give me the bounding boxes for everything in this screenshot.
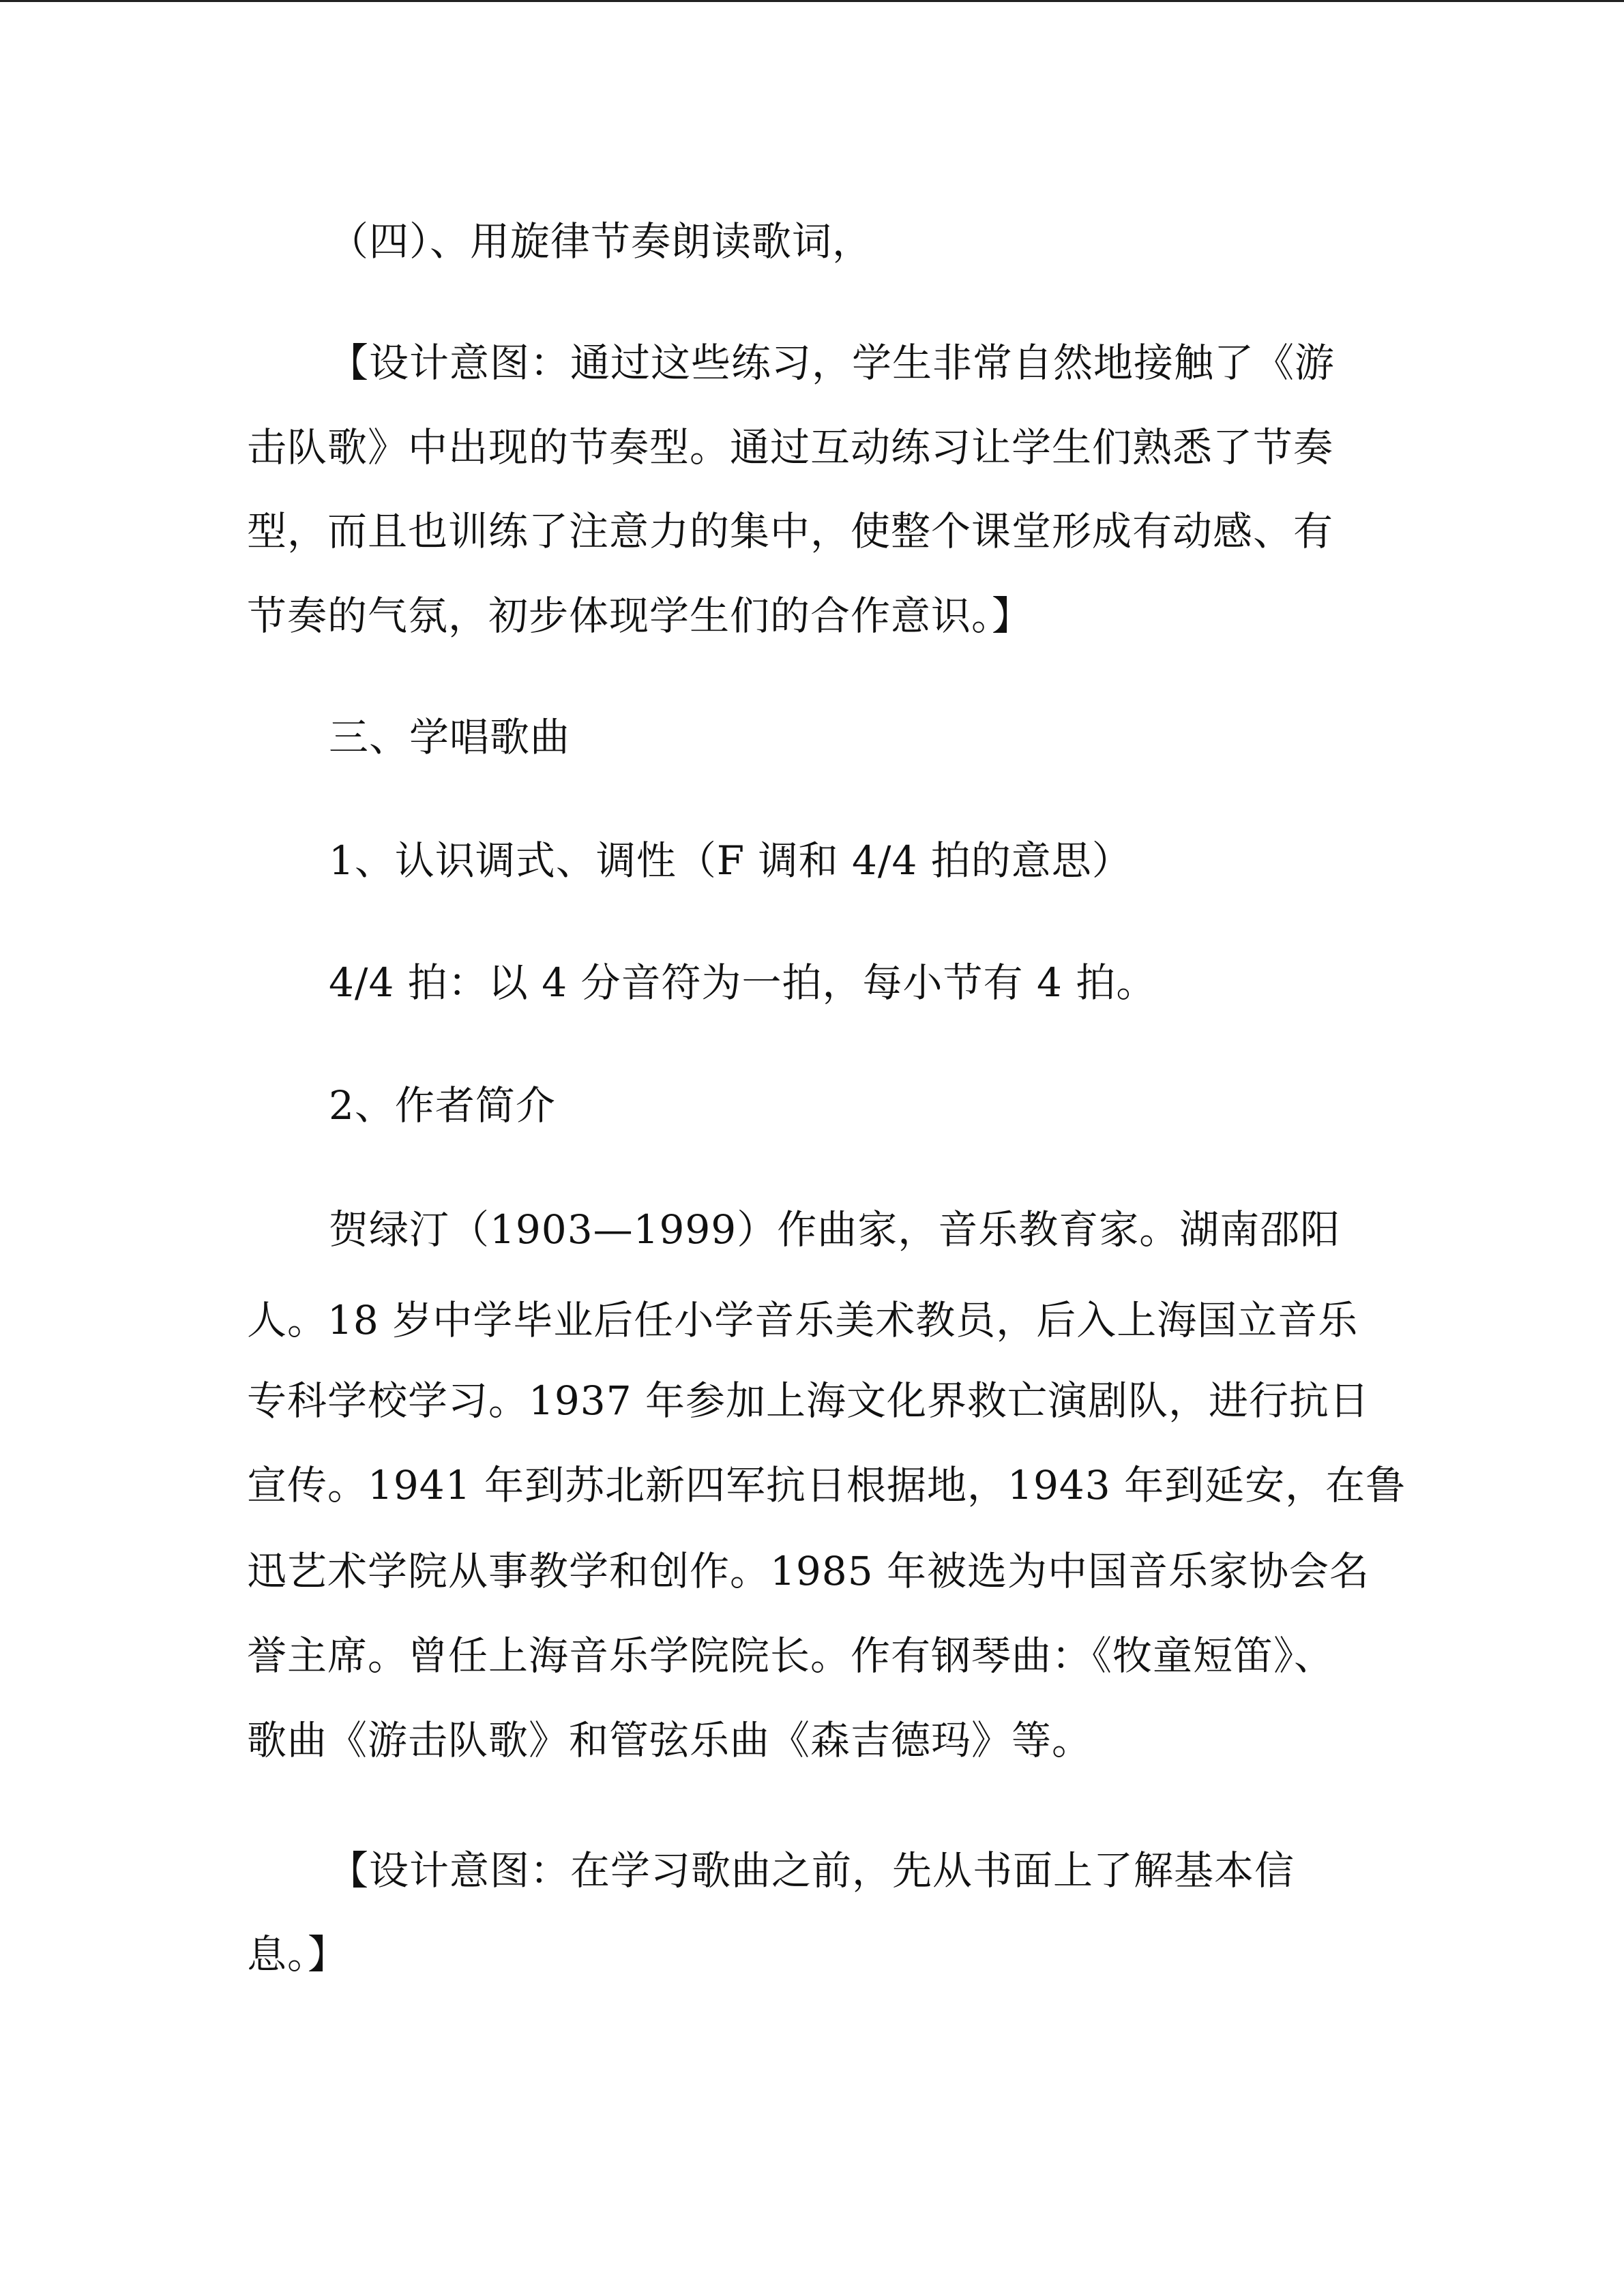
design-intent-line-1: 【设计意图：通过这些练习，学生非常自然地接触了《游 <box>329 340 1335 386</box>
author-bio-line-3: 专科学校学习。1937 年参加上海文化界救亡演剧队，进行抗日 <box>247 1377 1370 1424</box>
section-heading-learn-song: 三、学唱歌曲 <box>329 714 571 760</box>
author-bio-line-5: 迅艺术学院从事教学和创作。1985 年被选为中国音乐家协会名 <box>247 1548 1370 1594</box>
paragraph-step-four: （四）、用旋律节奏朗读歌词， <box>329 218 873 265</box>
author-bio-line-2: 人。18 岁中学毕业后任小学音乐美术教员，后入上海国立音乐 <box>247 1297 1359 1343</box>
author-bio-line-1: 贺绿汀（1903—1999）作曲家，音乐教育家。湖南邵阳 <box>329 1206 1341 1253</box>
author-bio-line-6: 誉主席。曾任上海音乐学院院长。作有钢琴曲：《牧童短笛》、 <box>247 1632 1335 1679</box>
top-border-rule <box>0 0 1624 2</box>
design-intent-line-4: 节奏的气氛，初步体现学生们的合作意识。】 <box>247 593 1033 639</box>
author-bio-line-4: 宣传。1941 年到苏北新四军抗日根据地，1943 年到延安，在鲁 <box>247 1462 1406 1508</box>
meter-explanation: 4/4 拍：以 4 分音符为一拍，每小节有 4 拍。 <box>329 959 1157 1006</box>
design-intent-line-2: 击队歌》中出现的节奏型。通过互动练习让学生们熟悉了节奏 <box>247 424 1334 471</box>
design-intent-line-3: 型，而且也训练了注意力的集中，使整个课堂形成有动感、有 <box>247 508 1334 554</box>
design-intent-2-line-1: 【设计意图：在学习歌曲之前，先从书面上了解基本信 <box>329 1847 1295 1894</box>
design-intent-2-line-2: 息。】 <box>247 1931 349 1978</box>
item-key-and-meter: 1、认识调式、调性（F 调和 4/4 拍的意思） <box>329 837 1132 884</box>
item-author-intro: 2、作者简介 <box>329 1082 556 1129</box>
author-bio-line-7: 歌曲《游击队歌》和管弦乐曲《森吉德玛》等。 <box>247 1717 1093 1763</box>
